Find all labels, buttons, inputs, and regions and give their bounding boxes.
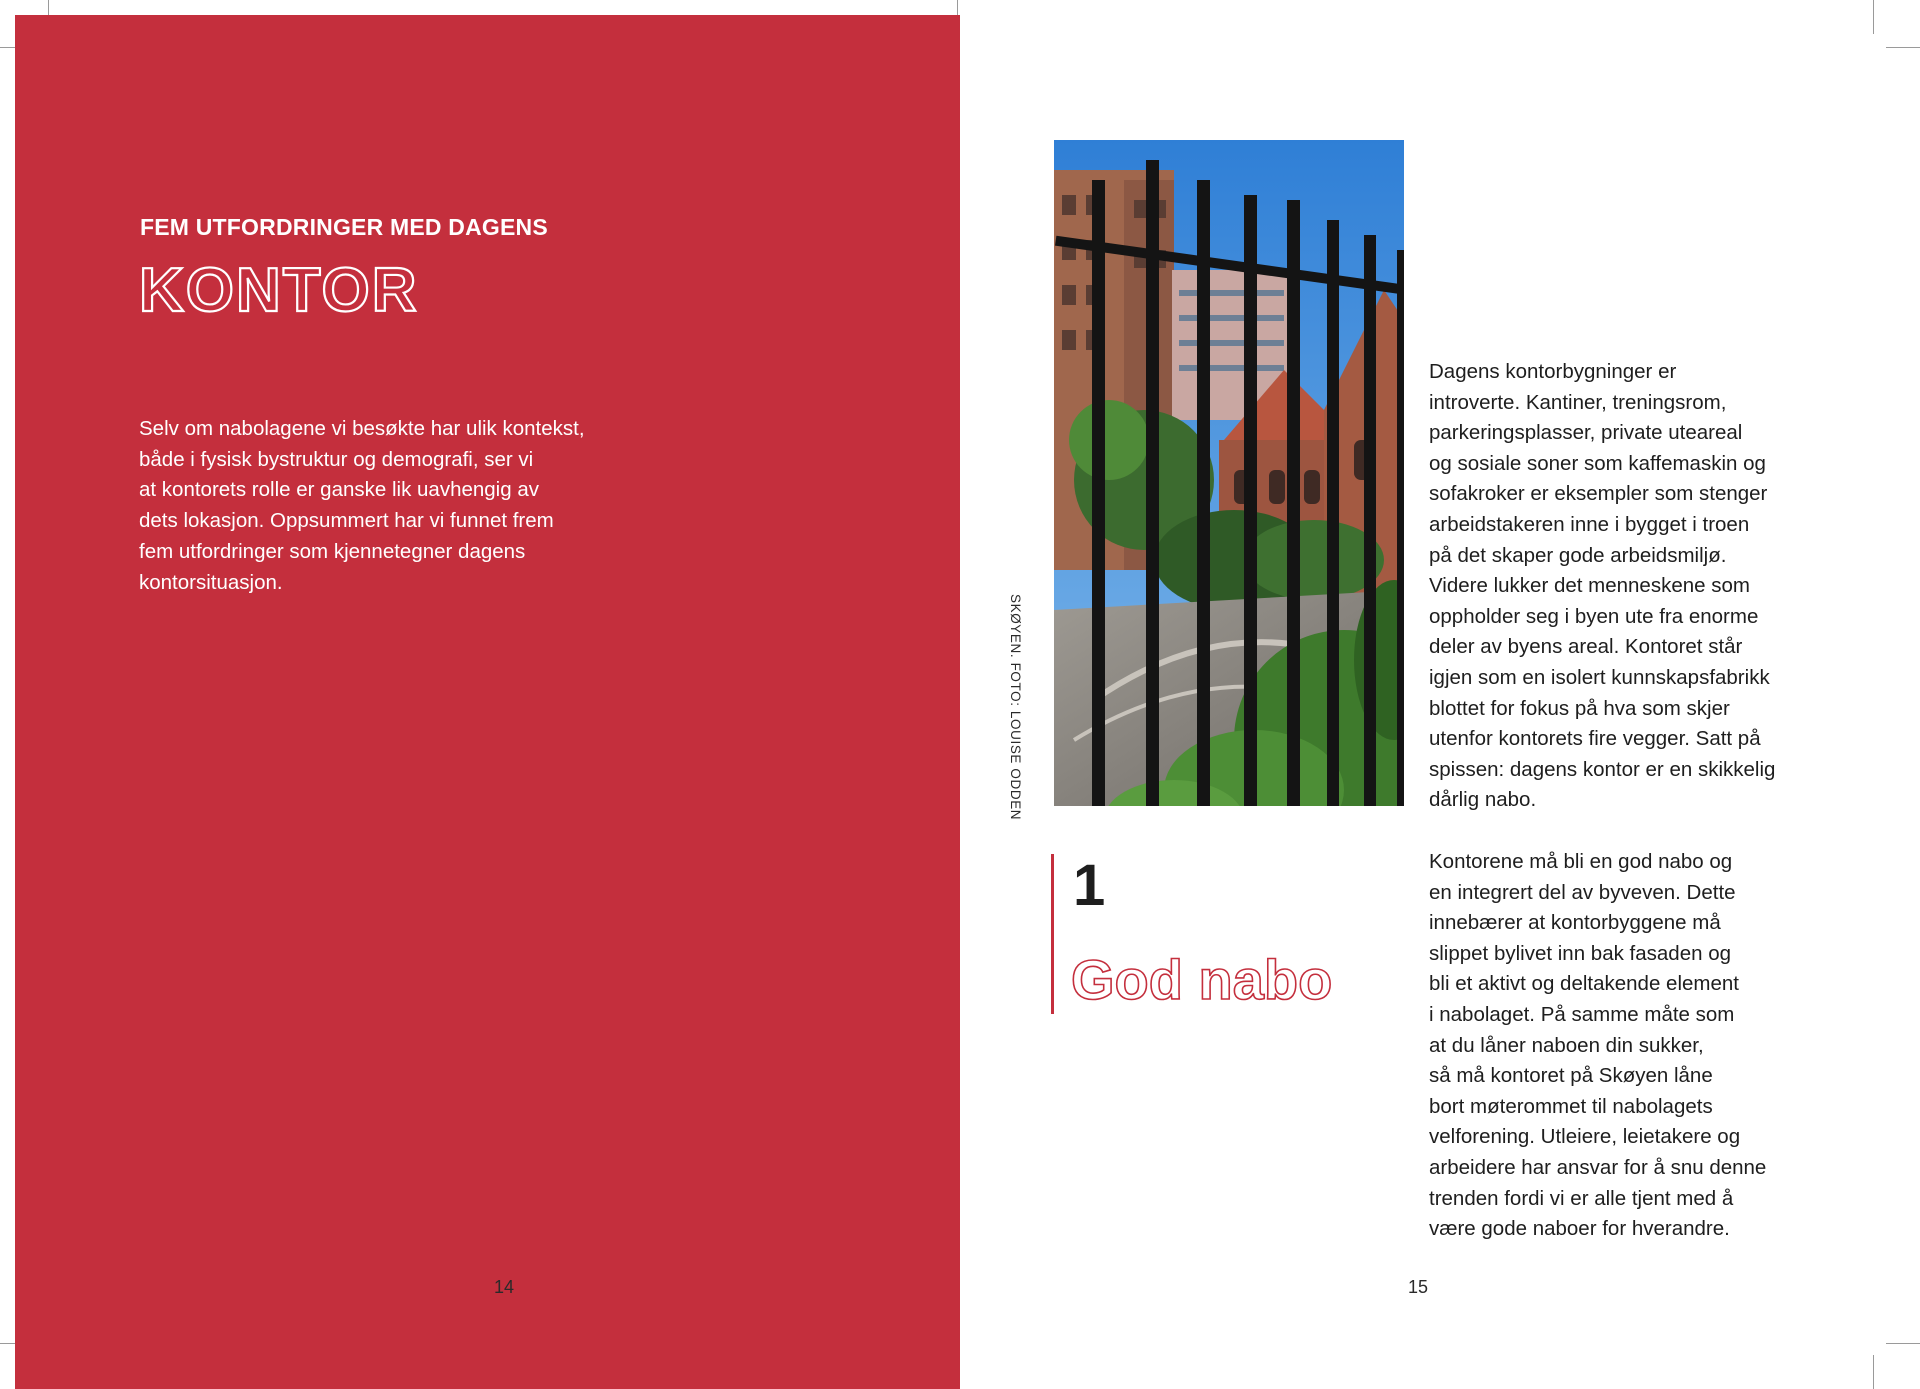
text-line: introverte. Kantiner, treningsrom,	[1429, 390, 1727, 414]
text-line: trenden fordi vi er alle tjent med å	[1429, 1186, 1734, 1210]
text-line: på det skaper gode arbeidsmiljø.	[1429, 543, 1727, 567]
text-line: sofakroker er eksempler som stenger	[1429, 482, 1768, 506]
text-line: Videre lukker det menneskene som	[1429, 574, 1750, 598]
text-line: parkeringsplasser, private uteareal	[1429, 421, 1743, 445]
intro-line: at kontorets rolle er ganske lik uavhengig av	[139, 478, 539, 502]
page-number-left: 14	[494, 1277, 515, 1297]
text-line: så må kontoret på Skøyen låne	[1429, 1064, 1713, 1088]
page-number-right: 15	[1408, 1277, 1429, 1297]
text-line: slippet bylivet inn bak fasaden og	[1429, 941, 1732, 965]
photo-skoyen-fence	[1054, 140, 1404, 806]
text-line: blottet for fokus på hva som skjer	[1429, 696, 1730, 720]
photo-caption: SKØYEN. FOTO: LOUISE ODDEN	[1008, 594, 1023, 821]
text-line: oppholder seg i byen ute fra enorme	[1429, 604, 1759, 628]
text-line: deler av byens areal. Kontoret står	[1429, 635, 1743, 659]
text-line: en integrert del av byveven. Dette	[1429, 880, 1736, 904]
intro-line: fem utfordringer som kjennetegner dagens	[139, 539, 526, 563]
crop-mark	[1873, 1355, 1874, 1389]
text-line: at du låner naboen din sukker,	[1429, 1033, 1704, 1057]
text-line: arbeidstakeren inne i bygget i troen	[1429, 512, 1750, 536]
text-line: velforening. Utleiere, leietakere og	[1429, 1125, 1741, 1149]
text-line: igjen som en isolert kunnskapsfabrikk	[1429, 665, 1770, 689]
text-line: og sosiale soner som kaffemaskin og	[1429, 451, 1766, 475]
page-title: KONTOR	[139, 256, 419, 325]
text-line: arbeidere har ansvar for å snu denne	[1429, 1155, 1767, 1179]
text-line: være gode naboer for hverandre.	[1429, 1217, 1730, 1241]
text-line: bli et aktivt og deltakende element	[1429, 972, 1739, 996]
intro-paragraph	[139, 414, 639, 598]
section-title: God nabo	[1071, 948, 1333, 1011]
text-line: Dagens kontorbygninger er	[1429, 360, 1677, 383]
left-page	[15, 15, 960, 1389]
text-line: innebærer at kontorbyggene må	[1429, 911, 1721, 935]
crop-mark	[1886, 47, 1920, 48]
body-paragraph-1	[1429, 357, 1775, 816]
crop-mark	[1873, 0, 1874, 34]
text-line: Kontorene må bli en god nabo og	[1429, 850, 1733, 873]
section-number: 1	[1073, 853, 1106, 918]
intro-line: Selv om nabolagene vi besøkte har ulik kontekst,	[139, 417, 585, 440]
body-paragraph-2	[1429, 847, 1766, 1245]
text-line: dårlig nabo.	[1429, 788, 1537, 812]
crop-mark	[1886, 1343, 1920, 1344]
intro-line: både i fysisk bystruktur og demografi, ser vi	[139, 447, 534, 471]
section-kicker: FEM UTFORDRINGER MED DAGENS	[140, 214, 548, 240]
text-line: bort møterommet til nabolagets	[1429, 1094, 1713, 1118]
text-line: utenfor kontorets fire vegger. Satt på	[1429, 727, 1761, 751]
text-line: spissen: dagens kontor er en skikkelig	[1429, 757, 1776, 781]
intro-line: kontorsituasjon.	[139, 570, 283, 594]
intro-line: dets lokasjon. Oppsummert har vi funnet frem	[139, 509, 554, 533]
text-line: i nabolaget. På samme måte som	[1429, 1002, 1735, 1026]
section-accent-bar	[1051, 854, 1054, 1014]
